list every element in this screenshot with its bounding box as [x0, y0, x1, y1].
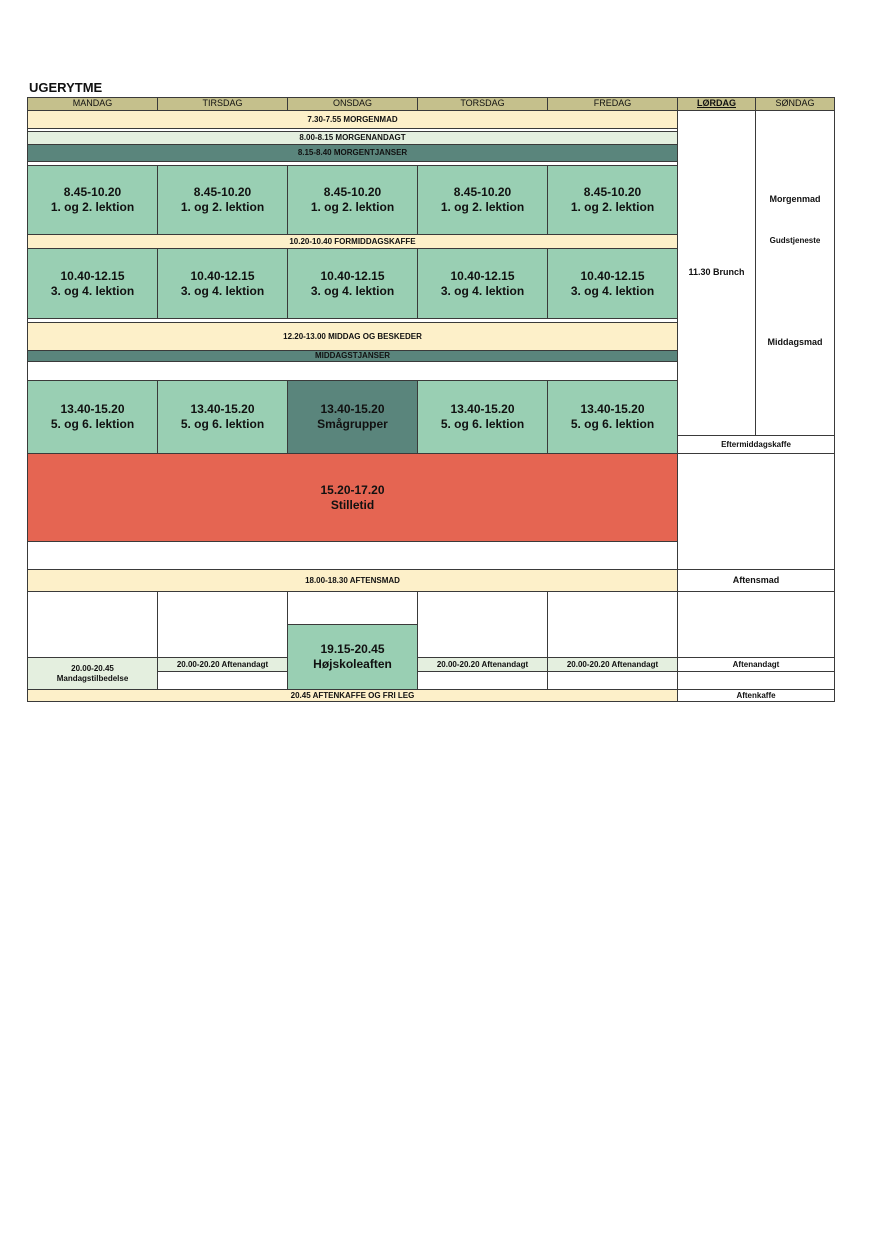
lesson-time: 10.40-12.15: [190, 268, 255, 283]
stilletid-label: Stilletid: [330, 497, 375, 512]
band-morgentjanser: 8.15-8.40 MORGENTJANSER: [27, 144, 678, 162]
evening-blank-tuesday: [157, 591, 288, 658]
lesson-label: 5. og 6. lektion: [440, 417, 525, 431]
band-morgenandagt: 8.00-8.15 MORGENANDAGT: [27, 131, 678, 145]
lesson-block-friday-2: [547, 248, 678, 319]
lesson-block-thursday-3: [417, 380, 548, 454]
lesson-label: 3. og 4. lektion: [310, 283, 395, 298]
lesson-label: 1. og 2. lektion: [440, 200, 525, 214]
weekend-aftenandagt: Aftenandagt: [677, 657, 835, 672]
aftenandagt-friday: 20.00-20.20 Aftenandagt: [547, 657, 678, 672]
lesson-time: 13.40-15.20: [450, 402, 515, 416]
lesson-time: 8.45-10.20: [583, 185, 642, 199]
lesson-block-thursday-2: [417, 248, 548, 319]
lesson-block-monday-3: [27, 380, 158, 454]
hojskoleaften-time: 19.15-20.45: [320, 642, 385, 656]
weekend-blank-evening: [677, 591, 835, 658]
lesson-time: 8.45-10.20: [63, 185, 122, 199]
spacer-row: [27, 361, 678, 381]
lesson-label: 1. og 2. lektion: [570, 200, 655, 214]
stilletid-time: 15.20-17.20: [320, 482, 385, 497]
sunday-gudstjeneste: Gudstjeneste: [769, 236, 821, 246]
lesson-label: 3. og 4. lektion: [180, 283, 265, 298]
band-aftensmad: 18.00-18.30 AFTENSMAD: [27, 569, 678, 592]
lesson-block-thursday-1: [417, 165, 548, 235]
day-header-thursday: TORSDAG: [417, 97, 548, 111]
lesson-label: 1. og 2. lektion: [50, 200, 135, 214]
evening-blank-monday: [27, 591, 158, 658]
hojskoleaften-block: [287, 624, 418, 690]
lesson-time: 13.40-15.20: [190, 402, 255, 416]
lesson-block-tuesday-3: [157, 380, 288, 454]
evening-blank-friday: [547, 591, 678, 658]
saturday-brunch: 11.30 Brunch: [677, 110, 756, 436]
day-header-saturday: LØRDAG: [677, 97, 756, 111]
tilbedelse-label: Mandagstilbedelse: [56, 673, 129, 683]
weekend-eftermiddagskaffe: Eftermiddagskaffe: [677, 435, 835, 454]
sunday-column: [755, 110, 835, 436]
day-header-friday: FREDAG: [547, 97, 678, 111]
lesson-time: 13.40-15.20: [60, 402, 125, 416]
lesson-label: 5. og 6. lektion: [180, 417, 265, 431]
lesson-block-wednesday-1: [287, 165, 418, 235]
lesson-time: 13.40-15.20: [580, 402, 645, 416]
smaagrupper-time: 13.40-15.20: [320, 402, 385, 416]
lesson-block-tuesday-2: [157, 248, 288, 319]
lesson-time: 8.45-10.20: [453, 185, 512, 199]
aftenandagt-tuesday: 20.00-20.20 Aftenandagt: [157, 657, 288, 672]
weekend-aftensmad: Aftensmad: [677, 569, 835, 592]
lesson-label: 1. og 2. lektion: [310, 200, 395, 214]
lesson-block-monday-1: [27, 165, 158, 235]
lesson-block-wednesday-2: [287, 248, 418, 319]
lesson-label: 3. og 4. lektion: [440, 283, 525, 298]
sunday-morgenmad: Morgenmad: [769, 194, 821, 204]
day-header-sunday: SØNDAG: [755, 97, 835, 111]
evening-blank-wednesday: [287, 591, 418, 625]
lesson-time: 8.45-10.20: [193, 185, 252, 199]
band-morgenmad: 7.30-7.55 MORGENMAD: [27, 110, 678, 129]
weekend-blank: [677, 453, 835, 570]
day-header-monday: MANDAG: [27, 97, 158, 111]
evening-blank-tuesday-2: [157, 671, 288, 690]
band-formiddagskaffe: 10.20-10.40 FORMIDDAGSKAFFE: [27, 234, 678, 249]
band-aftenkaffe: 20.45 AFTENKAFFE OG FRI LEG: [27, 689, 678, 702]
lesson-label: 5. og 6. lektion: [50, 417, 135, 431]
lesson-label: 1. og 2. lektion: [180, 200, 265, 214]
lesson-block-friday-3: [547, 380, 678, 454]
spacer-row: [27, 541, 678, 570]
monday-tilbedelse: [27, 657, 158, 690]
lesson-time: 10.40-12.15: [60, 268, 125, 283]
band-middag: 12.20-13.00 MIDDAG OG BESKEDER: [27, 322, 678, 351]
lesson-time: 10.40-12.15: [580, 268, 645, 283]
evening-blank-thursday: [417, 591, 548, 658]
lesson-time: 10.40-12.15: [320, 268, 385, 283]
lesson-block-tuesday-1: [157, 165, 288, 235]
lesson-time: 8.45-10.20: [323, 185, 382, 199]
stilletid-block: [27, 453, 678, 542]
evening-blank-friday-2: [547, 671, 678, 690]
lesson-label: 3. og 4. lektion: [570, 283, 655, 298]
smaagrupper-block-wednesday: [287, 380, 418, 454]
page-title: UGERYTME: [29, 80, 103, 95]
lesson-block-monday-2: [27, 248, 158, 319]
evening-blank-thursday-2: [417, 671, 548, 690]
hojskoleaften-label: Højskoleaften: [313, 657, 392, 671]
lesson-label: 3. og 4. lektion: [50, 283, 135, 298]
tilbedelse-time: 20.00-20.45: [71, 663, 114, 673]
lesson-time: 10.40-12.15: [450, 268, 515, 283]
smaagrupper-label: Smågrupper: [317, 417, 388, 431]
aftenandagt-thursday: 20.00-20.20 Aftenandagt: [417, 657, 548, 672]
band-middagstjanser: MIDDAGSTJANSER: [27, 350, 678, 362]
day-header-wednesday: ONSDAG: [287, 97, 418, 111]
weekend-aftenkaffe: Aftenkaffe: [677, 689, 835, 702]
weekend-blank-evening-2: [677, 671, 835, 690]
lesson-block-friday-1: [547, 165, 678, 235]
lesson-label: 5. og 6. lektion: [570, 417, 655, 431]
day-header-tuesday: TIRSDAG: [157, 97, 288, 111]
sunday-middagsmad: Middagsmad: [767, 337, 823, 348]
